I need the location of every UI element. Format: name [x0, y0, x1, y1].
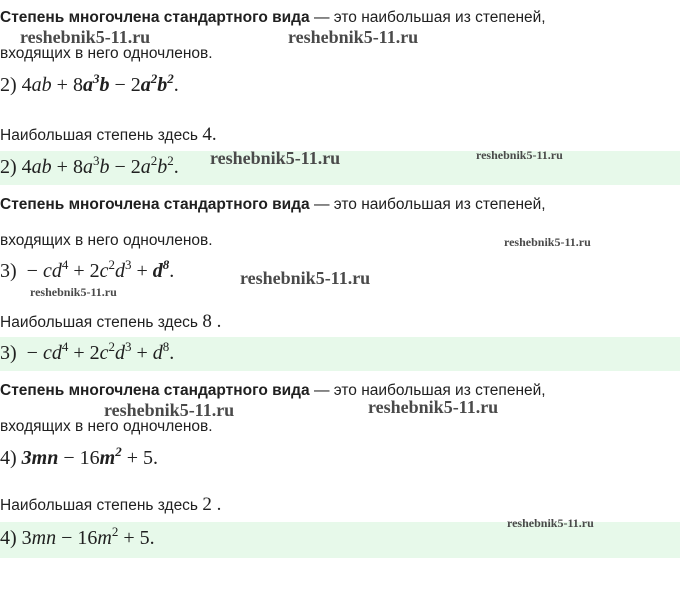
definition-term: Степень многочлена стандартного вида — [0, 9, 310, 26]
watermark: reshebnik5-11.ru — [507, 516, 594, 530]
watermark: reshebnik5-11.ru — [240, 268, 371, 288]
definition-line2: входящих в него одночленов. — [0, 418, 213, 435]
definition-line1: Степень многочлена стандартного вида — это наибольшая из степеней, — [0, 382, 546, 399]
definition-term: Степень многочлена стандартного вида — [0, 196, 310, 213]
task-2-result: 2) $4ab + 8a^3b - 2a^2b^2$. — [0, 153, 179, 178]
watermark: reshebnik5-11.ru — [476, 148, 563, 162]
definition-line1: Степень многочлена стандартного вида — это наибольшая из степеней, — [0, 9, 546, 26]
task-3-result-band — [0, 337, 680, 371]
definition-line2: входящих в него одночленов. — [0, 45, 213, 62]
watermark: reshebnik5-11.ru — [20, 27, 151, 47]
watermark: reshebnik5-11.ru — [368, 397, 499, 417]
task-3-result: $3) - cd^4 + 2c^2d^3 + d^8$. — [0, 339, 175, 364]
task-2-expression: 2) $4ab + 8a^3b - 2a^2b^2$. — [0, 71, 179, 96]
definition-line1: Степень многочлена стандартного вида — это наибольшая из степеней, — [0, 196, 546, 213]
watermark: reshebnik5-11.ru — [30, 285, 117, 299]
task-3-answer: Наибольшая степень здесь 8 . — [0, 311, 222, 332]
watermark: reshebnik5-11.ru — [504, 235, 591, 249]
watermark: reshebnik5-11.ru — [104, 400, 235, 420]
definition-line2: входящих в него одночленов. — [0, 232, 213, 249]
watermark: reshebnik5-11.ru — [288, 27, 419, 47]
definition-term: Степень многочлена стандартного вида — [0, 382, 310, 399]
task-4-answer: Наибольшая степень здесь 2 . — [0, 494, 222, 515]
task-4-expression: 4) $3mn - 16m^2 + 5$. — [0, 444, 158, 469]
watermark: reshebnik5-11.ru — [210, 148, 341, 168]
task-2-answer: Наибольшая степень здесь 4. — [0, 124, 217, 145]
task-4-result: 4) $3mn - 16m^2 + 5$. — [0, 524, 155, 549]
task-3-expression: $3) - cd^4 + 2c^2d^3 + d^8$. — [0, 257, 175, 282]
